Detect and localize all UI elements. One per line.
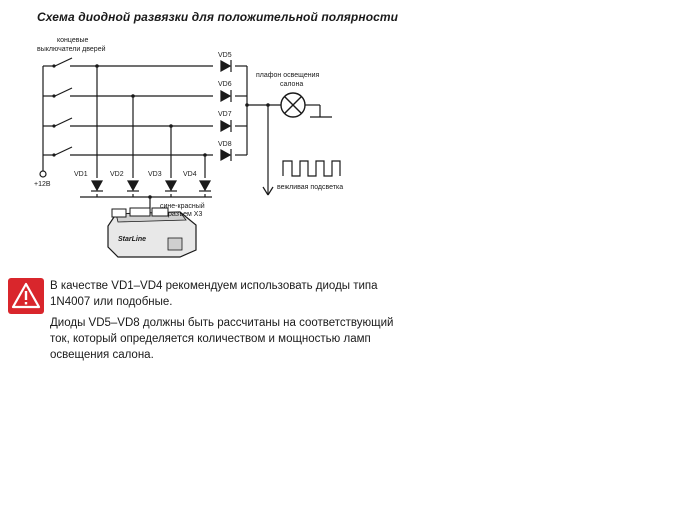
warning-triangle-icon	[8, 278, 44, 314]
label-lamp-line2: салона	[280, 81, 304, 88]
diode-vd2	[127, 181, 139, 191]
diode-vd1	[91, 181, 103, 191]
label-vd8: VD8	[218, 141, 232, 148]
label-vd2: VD2	[110, 171, 124, 178]
diode-vd7	[221, 120, 231, 132]
note-diodes-vd5-vd8: Диоды VD5–VD8 должны быть рассчитаны на соответствующий ток, который определяется количеством и мощностью ламп освещения салона.	[50, 317, 394, 361]
label-power: +12В	[34, 181, 51, 188]
label-vd6: VD6	[218, 81, 232, 88]
diode-vd3	[165, 181, 177, 191]
label-courtesy-light: вежливая подсветка	[277, 184, 344, 191]
label-lamp-line1: плафон освещения	[256, 72, 320, 79]
diode-vd5	[221, 60, 231, 72]
module-brand: StarLine	[118, 236, 147, 243]
label-vd7: VD7	[218, 111, 232, 118]
label-connector: разъем X3	[168, 211, 203, 218]
note-diodes-vd1-vd4: В качестве VD1–VD4 рекомендуем использовать диоды типа 1N4007 или подобные.	[50, 280, 378, 308]
diode-vd4	[199, 181, 211, 191]
label-switches-line2: выключатели дверей	[37, 46, 106, 53]
junction-dots	[52, 64, 269, 199]
diagram-title: Схема диодной развязки для положительной полярности	[37, 10, 399, 24]
power-terminal-icon	[40, 171, 46, 177]
cabin-lamp-icon	[281, 93, 305, 117]
diode-vd6	[221, 90, 231, 102]
label-vd3: VD3	[148, 171, 162, 178]
label-vd4: VD4	[183, 171, 197, 178]
label-vd1: VD1	[74, 171, 88, 178]
diode-vd8	[221, 149, 231, 161]
label-vd5: VD5	[218, 52, 232, 59]
label-switches-line1: концевые	[57, 37, 89, 44]
label-wire-color: сине-красный	[160, 203, 205, 210]
